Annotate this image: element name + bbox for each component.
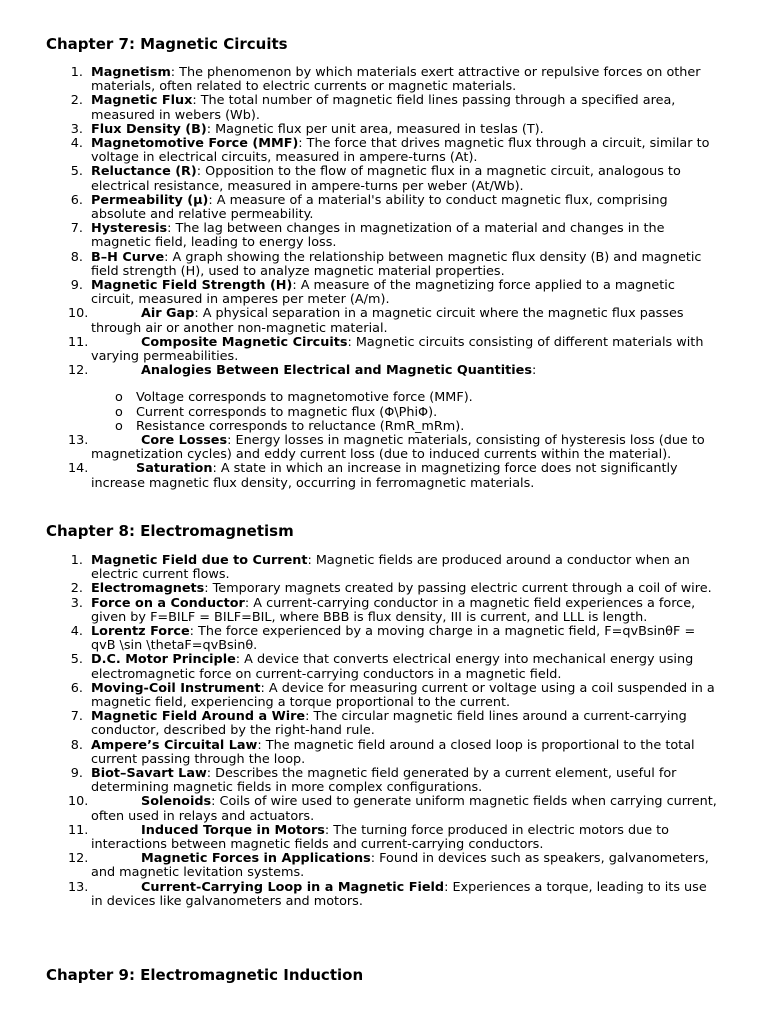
term: Moving-Coil Instrument (91, 680, 261, 696)
term: Biot–Savart Law (91, 766, 207, 782)
list-item (0, 462, 768, 490)
list-item (0, 824, 768, 852)
list-item (0, 597, 768, 625)
term: Lorentz Force (91, 624, 190, 640)
item-number: 7. (70, 221, 83, 237)
sub-item-text: Resistance corresponds to reluctance (RmR_mRm). (136, 418, 465, 434)
definition: : A current-carrying conductor in a magnetic field experiences a force, given by F=BILF = BILF=BIL, where BBB is flux density, III is current, and LLL is length. (91, 595, 696, 625)
list-item (0, 434, 768, 462)
definition: : The circular magnetic field lines around a current-carrying conductor, described by the right-hand rule. (91, 709, 687, 739)
item-number: 10. (68, 794, 89, 810)
item-number: 11. (68, 822, 89, 838)
bullet-icon: o (115, 404, 123, 420)
item-number: 4. (70, 624, 83, 640)
list-item (0, 165, 768, 193)
term: Electromagnets (91, 581, 205, 597)
definition: : The lag between changes in magnetization of a material and changes in the magnetic field, leading to energy loss. (91, 221, 665, 251)
term: Magnetomotive Force (MMF) (91, 136, 299, 152)
analogies-sublist (91, 391, 718, 434)
definition: : The total number of magnetic field lines passing through a specified area, measured in webers (Wb). (91, 93, 676, 123)
list-item (0, 682, 768, 710)
chapter-8-list (0, 554, 768, 909)
term: Magnetic Flux (91, 93, 193, 109)
list-item (0, 307, 768, 335)
term: Permeability (μ) (91, 192, 209, 208)
definition: : A device that converts electrical energy into mechanical energy using electromagnetic force on current-carrying conductors in a magnetic field. (91, 652, 694, 682)
sub-list-item (91, 420, 718, 434)
list-item (0, 251, 768, 279)
term: Ampere’s Circuital Law (91, 737, 258, 753)
list-item (0, 94, 768, 122)
definition: : Found in devices such as speakers, galvanometers, and magnetic levitation systems. (91, 851, 709, 881)
definition: : Coils of wire used to generate uniform magnetic fields when carrying current, often used in relays and actuators. (91, 794, 717, 824)
sub-item-text: Current corresponds to magnetic flux (Φ\PhiΦ). (136, 404, 438, 420)
term: Magnetic Field due to Current (91, 553, 308, 568)
item-number: 3. (70, 595, 83, 611)
item-number: 2. (70, 581, 83, 597)
bullet-icon: o (115, 418, 123, 434)
list-item (0, 554, 768, 582)
list-item (0, 123, 768, 137)
item-number: 8. (70, 737, 83, 753)
term: Solenoids (141, 794, 212, 810)
list-item (0, 881, 768, 909)
list-item (0, 222, 768, 250)
item-number: 2. (70, 93, 83, 109)
term: Composite Magnetic Circuits (141, 334, 348, 350)
term: B–H Curve (91, 249, 165, 265)
definition: : A physical separation in a magnetic circuit where the magnetic flux passes through air or another non-magnetic material. (91, 306, 684, 336)
definition: : Magnetic flux per unit area, measured in teslas (T). (206, 121, 544, 137)
list-item (0, 66, 768, 94)
term: Magnetic Forces in Applications (141, 851, 371, 867)
definition: : Temporary magnets created by passing electric current through a coil of wire. (204, 581, 712, 597)
term: Core Losses (141, 433, 228, 449)
item-number: 9. (70, 766, 83, 782)
list-item (0, 739, 768, 767)
definition: : Experiences a torque, leading to its use in devices like galvanometers and motors. (91, 879, 707, 909)
definition: : A device for measuring current or voltage using a coil suspended in a magnetic field, experiencing a torque proportional to the current. (91, 680, 715, 711)
definition: : Magnetic circuits consisting of different materials with varying permeabilities. (91, 334, 704, 365)
item-number: 14. (68, 461, 89, 477)
term: Saturation (136, 461, 213, 477)
definition: : The magnetic field around a closed loop is proportional to the total current passing through the loop. (91, 737, 695, 767)
term: Flux Density (B) (91, 121, 207, 137)
list-item (0, 653, 768, 681)
definition: : The force experienced by a moving charge in a magnetic field, F=qvBsinθF = qvB \sin \thetaF=qvBsinθ. (91, 624, 696, 654)
item-number: 13. (68, 879, 89, 895)
term: Current-Carrying Loop in a Magnetic Field (141, 879, 445, 895)
definition: : The force that drives magnetic flux through a circuit, similar to voltage in electrical circuits, measured in ampere-turns (At). (91, 136, 710, 166)
item-number: 5. (70, 652, 83, 668)
item-number: 12. (68, 851, 89, 867)
item-number: 4. (70, 136, 83, 152)
term: Air Gap (141, 306, 195, 322)
list-item (0, 582, 768, 596)
term: Magnetic Field Strength (H) (91, 278, 293, 294)
item-number: 7. (70, 709, 83, 725)
definition: : A measure of a material's ability to conduct magnetic flux, comprising absolute and relative permeability. (91, 192, 668, 223)
definition: : A measure of the magnetizing force applied to a magnetic circuit, measured in amperes per meter (A/m). (91, 278, 675, 308)
list-item (0, 795, 768, 823)
definition: : The turning force produced in electric motors due to interactions between magnetic fields and current-carrying conductors. (91, 822, 669, 853)
list-item (0, 194, 768, 222)
definition: : A state in which an increase in magnetizing force does not significantly increase magnetic flux density, occurring in ferromagnetic materials. (91, 461, 678, 491)
definition: : Opposition to the flow of magnetic flux in a magnetic circuit, analogous to electrical resistance, measured in ampere-turns per weber (At/Wb). (91, 164, 681, 194)
item-number: 12. (68, 363, 89, 379)
item-number: 1. (70, 65, 83, 80)
term: Analogies Between Electrical and Magnetic Quantities (141, 363, 532, 379)
chapter-9-heading: Chapter 9: Electromagnetic Induction (46, 966, 364, 984)
term: Reluctance (R) (91, 164, 197, 180)
item-number: 10. (68, 306, 89, 322)
sub-item-text: Voltage corresponds to magnetomotive force (MMF). (136, 390, 473, 406)
definition: : The phenomenon by which materials exert attractive or repulsive forces on other materials, often related to electric currents or magnetic materials. (91, 65, 701, 95)
definition: : Magnetic fields are produced around a conductor when an electric current flows. (91, 553, 690, 583)
list-item (0, 625, 768, 653)
item-number: 5. (70, 164, 83, 180)
list-item (0, 767, 768, 795)
definition: : Energy losses in magnetic materials, consisting of hysteresis loss (due to magnetization cycles) and eddy current loss (due to induced currents within the material). (91, 433, 705, 463)
list-item (0, 364, 768, 434)
term: Magnetism (91, 65, 171, 80)
list-item (0, 137, 768, 165)
definition: : Describes the magnetic field generated by a current element, useful for determining magnetic fields in more complex configurations. (91, 766, 677, 796)
list-item (0, 852, 768, 880)
list-item (0, 279, 768, 307)
sub-list-item (91, 406, 718, 420)
definition: : A graph showing the relationship between magnetic flux density (B) and magnetic field strength (H), used to analyze magnetic material properties. (91, 249, 702, 279)
item-number: 8. (70, 249, 83, 265)
bullet-icon: o (115, 390, 123, 406)
term: Magnetic Field Around a Wire (91, 709, 306, 725)
list-item (0, 336, 768, 364)
term: D.C. Motor Principle (91, 652, 236, 668)
item-number: 6. (70, 680, 83, 696)
item-number: 1. (70, 553, 83, 568)
chapter-7-list (0, 66, 768, 491)
sub-list-item (91, 391, 718, 405)
item-number: 13. (68, 433, 89, 449)
definition: : (531, 363, 537, 379)
item-number: 11. (68, 334, 89, 350)
chapter-8-heading: Chapter 8: Electromagnetism (46, 522, 294, 540)
item-number: 3. (70, 121, 83, 137)
term: Hysteresis (91, 221, 168, 237)
chapter-7-heading: Chapter 7: Magnetic Circuits (46, 35, 288, 53)
term: Force on a Conductor (91, 595, 245, 611)
term: Induced Torque in Motors (141, 822, 325, 838)
item-number: 9. (70, 278, 83, 294)
item-number: 6. (70, 192, 83, 208)
list-item (0, 710, 768, 738)
